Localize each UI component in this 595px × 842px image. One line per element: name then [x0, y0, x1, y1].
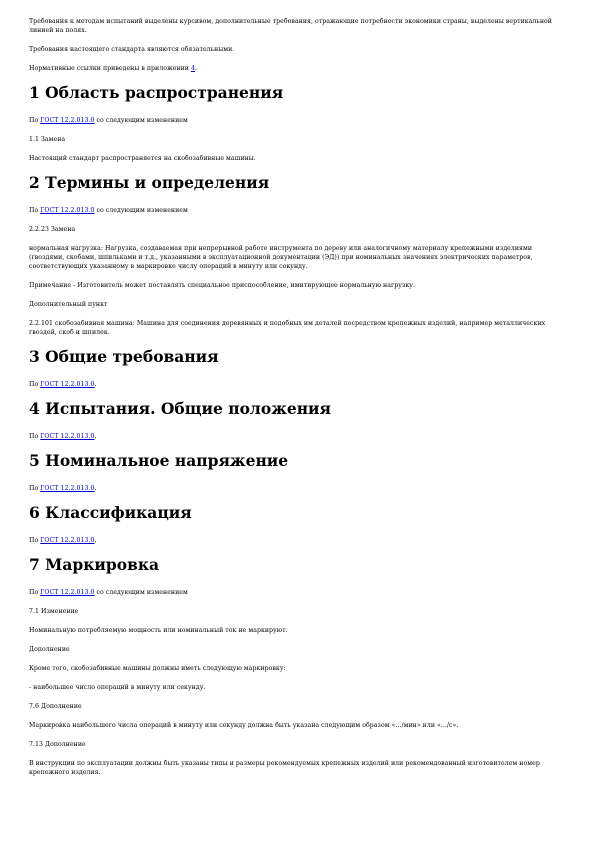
- with-changes-text: со следующим изменением: [94, 589, 188, 596]
- section-6-heading: 6 Классификация: [29, 503, 192, 522]
- section-7-text-2: Кроме того, скобозабивные машины должны иметь следующую маркировку:: [29, 665, 286, 672]
- with-changes-text: со следующим изменением: [94, 117, 188, 124]
- po-text: По: [29, 485, 41, 492]
- po-text: По: [29, 433, 41, 440]
- section-7-text-5: В инструкции по эксплуатации должны быть указаны типы и размеры рекомендуемых крепежных изделий или рекомендованный изготовителем номер крепежного изделия.: [29, 760, 540, 776]
- section-4-reference: [29, 432, 569, 441]
- section-7-text-4: Маркировка наибольшего числа операций в минуту или секунду должна быть указана следующим образом «.../мин» или «.../с».: [29, 722, 459, 729]
- po-text: По: [29, 381, 41, 388]
- gost-link[interactable]: ГОСТ 12.2.013.0: [40, 433, 95, 440]
- section-4-heading: 4 Испытания. Общие положения: [29, 399, 332, 418]
- po-text: По: [29, 589, 41, 596]
- document-page: [29, 17, 569, 787]
- appendix-4-link[interactable]: 4: [190, 65, 195, 72]
- section-7-add-label: Дополнение: [29, 646, 70, 653]
- section-5-reference: [29, 484, 569, 493]
- section-7-sub-3: 7.13 Дополнение: [29, 741, 86, 748]
- dot-text: .: [94, 485, 97, 492]
- section-3-heading: 3 Общие требования: [29, 347, 219, 366]
- intro-p3-end: .: [194, 65, 198, 72]
- po-text: По: [29, 117, 41, 124]
- intro-paragraph-2: Требования настоящего стандарта являются обязательными.: [29, 46, 235, 53]
- section-2-heading: 2 Термины и определения: [29, 173, 270, 192]
- dot-text: .: [94, 381, 97, 388]
- gost-link[interactable]: ГОСТ 12.2.013.0: [40, 485, 95, 492]
- section-7-sub-1: 7.1 Изменение: [29, 608, 79, 615]
- with-changes-text: со следующим изменением: [94, 207, 188, 214]
- section-3-reference: [29, 380, 569, 389]
- intro-paragraph-1: Требования к методам испытаний выделены курсивом, дополнительные требования, отражающие потребности экономики страны, выделены вертикальной линией на полях.: [29, 18, 552, 34]
- section-5-heading: 5 Номинальное напряжение: [29, 451, 289, 470]
- section-7-reference: [29, 588, 569, 597]
- section-2-note: Примечание - Изготовитель может поставлять специальное приспособление, имитирующее нормальную нагрузку.: [29, 282, 416, 289]
- section-2-sub: 2.2.23 Замена: [29, 226, 76, 233]
- section-7-text-1: Номинальную потребляемую мощность или номинальный ток не маркируют.: [29, 627, 288, 634]
- section-2-reference: [29, 206, 569, 215]
- gost-link[interactable]: ГОСТ 12.2.013.0: [40, 537, 95, 544]
- section-7-text-3: - наибольшее число операций в минуту или секунду.: [29, 684, 206, 691]
- gost-link[interactable]: ГОСТ 12.2.013.0: [40, 117, 95, 124]
- section-2-definition: нормальная нагрузка: Нагрузка, создаваемая при непрерывной работе инструмента по дереву или аналогичному материалу крепежными изделиями (гвоздями, скобами, шпильками и т.д., указанными в эксплуатационной документации (ЭД)) при номинальных значениях электрических параметров, соответствующих указанному в маркировке числу операций в минуту или секунду.: [29, 245, 533, 270]
- section-2-add-label: Дополнительный пункт: [29, 301, 108, 308]
- po-text: По: [29, 537, 41, 544]
- gost-link[interactable]: ГОСТ 12.2.013.0: [40, 381, 95, 388]
- intro-p3-text: Нормативные ссылки приведены в приложении: [29, 65, 191, 72]
- section-1-reference: [29, 116, 569, 125]
- section-1-text: Настоящий стандарт распространяется на скобозабивные машины.: [29, 155, 256, 162]
- po-text: По: [29, 207, 41, 214]
- dot-text: .: [94, 433, 97, 440]
- section-6-reference: [29, 536, 569, 545]
- section-7-heading: 7 Маркировка: [29, 555, 160, 574]
- section-1-sub: 1.1 Замена: [29, 136, 66, 143]
- intro-paragraph-3: [29, 64, 569, 73]
- dot-text: .: [94, 537, 97, 544]
- section-7-sub-2: 7.6 Дополнение: [29, 703, 82, 710]
- section-2-add-text: 2.2.101 скобозабивная машина: Машина для соединения деревянных и подобных им деталей посредством крепежных изделий, например металлических гвоздей, скоб и шпилек.: [29, 320, 546, 336]
- section-1-heading: 1 Область распространения: [29, 83, 284, 102]
- gost-link[interactable]: ГОСТ 12.2.013.0: [40, 589, 95, 596]
- gost-link[interactable]: ГОСТ 12.2.013.0: [40, 207, 95, 214]
